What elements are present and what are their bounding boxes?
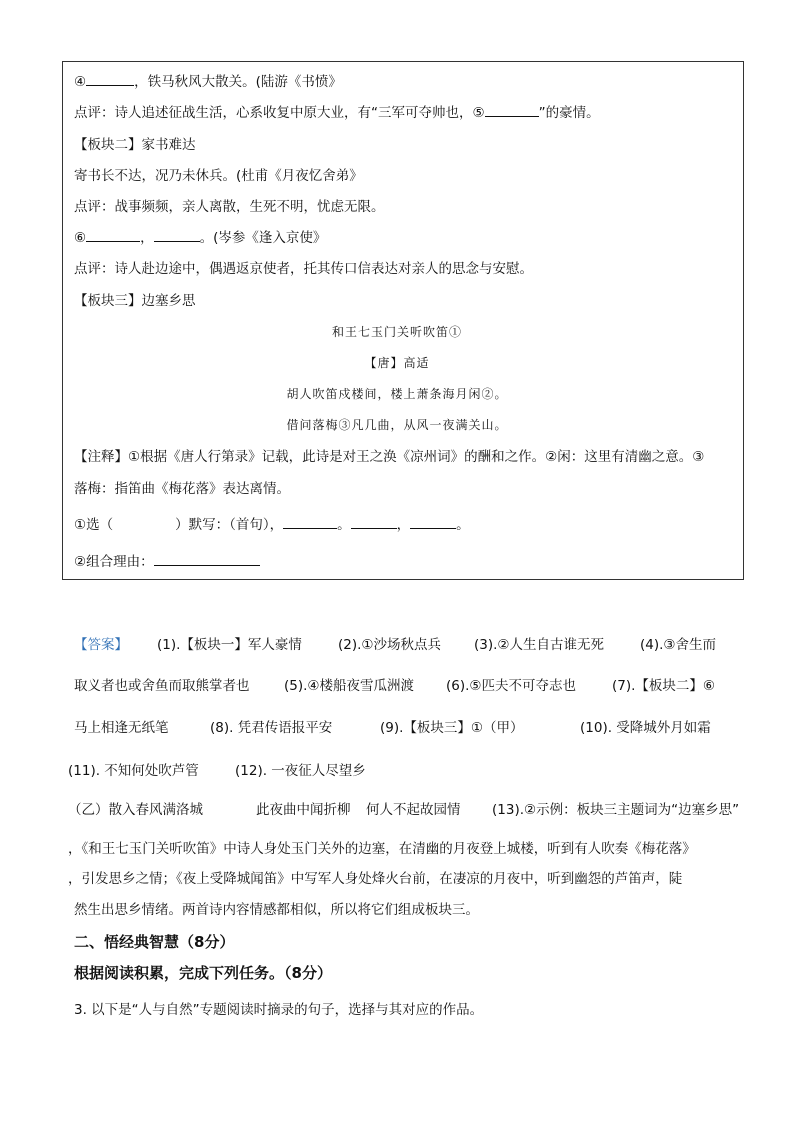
box-line-6: ⑥ ， 。(岑参《逢入京使》 — [74, 230, 327, 246]
answer-7: (7).【板块二】⑥ — [612, 678, 716, 694]
box-line-2: 点评：诗人追述征战生活，心系收复中原大业，有“三军可夺帅也，⑤ ”的豪情。 — [74, 105, 600, 121]
answer-13: (13).②示例：板块三主题词为“边塞乡思” — [492, 802, 740, 818]
answer-6: (6).⑤匹夫不可夺志也 — [446, 678, 577, 694]
question-2: ②组合理由： — [74, 553, 260, 571]
answer-13-line-4: 然生出思乡情绪。两首诗内容情感都相似，所以将它们组成板块三。 — [74, 902, 479, 918]
question-3: 3. 以下是“人与自然”专题阅读时摘录的句子，选择与其对应的作品。 — [74, 1002, 484, 1018]
answer-13-line-3: ，引发思乡之情；《夜上受降城闻笛》中写军人身处烽火台前，在凄凉的月夜中，听到幽怨的芦笛声，陡 — [68, 871, 683, 887]
answer-3: (3).②人生自古谁无死 — [474, 637, 605, 653]
box-line-1: ④ ，铁马秋风大散关。(陆游《书愤》 — [74, 74, 342, 90]
blank-4[interactable] — [86, 73, 134, 86]
answer-4-cont: 取义者也或舍鱼而取熊掌者也 — [74, 678, 250, 694]
note-line-2: 落梅：指笛曲《梅花落》表达离情。 — [74, 481, 290, 497]
section-3-heading: 【板块三】边塞乡思 — [74, 293, 196, 309]
blank-6a[interactable] — [86, 229, 140, 242]
answer-11: (11). 不知何处吹芦管 — [68, 763, 199, 779]
blank-6b[interactable] — [154, 229, 200, 242]
blank-q1a[interactable] — [283, 516, 337, 529]
poem-line-1: 胡人吹笛戍楼间，楼上萧条海月闲②。 — [286, 387, 508, 401]
poem-author: 【唐】高适 — [364, 356, 430, 370]
answer-2: (2).①沙场秋点兵 — [338, 637, 442, 653]
section-instruction: 根据阅读积累，完成下列任务。（8分） — [74, 964, 332, 982]
blank-q1c[interactable] — [410, 516, 456, 529]
blank-5[interactable] — [485, 104, 539, 117]
section-heading: 二、悟经典智慧（8分） — [74, 933, 235, 951]
poem-line-2: 借问落梅③凡几曲，从风一夜满关山。 — [286, 418, 508, 432]
answer-10: (10). 受降城外月如霜 — [580, 720, 711, 736]
answer-13-line-2: ，《和王七玉门关听吹笛》中诗人身处玉门关外的边塞，在清幽的月夜登上城楼，听到有人吹奏《梅花落》 — [68, 841, 696, 857]
answer-5: (5).④楼船夜雪瓜洲渡 — [284, 678, 415, 694]
answer-12: (12). 一夜征人尽望乡 — [235, 763, 366, 779]
answer-9: (9).【板块三】①（甲） — [380, 720, 524, 736]
blank-q1b[interactable] — [351, 516, 397, 529]
answer-1: (1).【板块一】军人豪情 — [157, 637, 302, 653]
box-line-4: 寄书长不达，况乃未休兵。(杜甫《月夜忆舍弟》 — [74, 168, 363, 184]
blank-q2[interactable] — [154, 553, 260, 566]
answer-yi-3: 何人不起故园情 — [366, 802, 461, 818]
note-line-1: 【注释】①根据《唐人行第录》记载，此诗是对王之涣《凉州词》的酬和之作。②闲：这里有清幽之意。③ — [74, 449, 705, 465]
poem-title: 和王七玉门关听吹笛① — [331, 325, 462, 339]
answer-4: (4).③舍生而 — [640, 637, 717, 653]
box-line-5: 点评：战事频频，亲人离散，生死不明，忧虑无限。 — [74, 199, 385, 215]
box-line-7: 点评：诗人赴边途中，偶遇返京使者，托其传口信表达对亲人的思念与安慰。 — [74, 261, 533, 277]
answer-tag: 【答案】 — [74, 637, 128, 653]
answer-yi: （乙）散入春风满洛城 — [68, 802, 203, 818]
answer-yi-2: 此夜曲中闻折柳 — [256, 802, 351, 818]
section-2-heading: 【板块二】家书难达 — [74, 137, 196, 153]
answer-8: (8). 凭君传语报平安 — [210, 720, 333, 736]
question-1: ①选（ ）默写：（首句）， 。 ， 。 — [74, 517, 470, 533]
answer-7-cont: 马上相逢无纸笔 — [74, 720, 169, 736]
